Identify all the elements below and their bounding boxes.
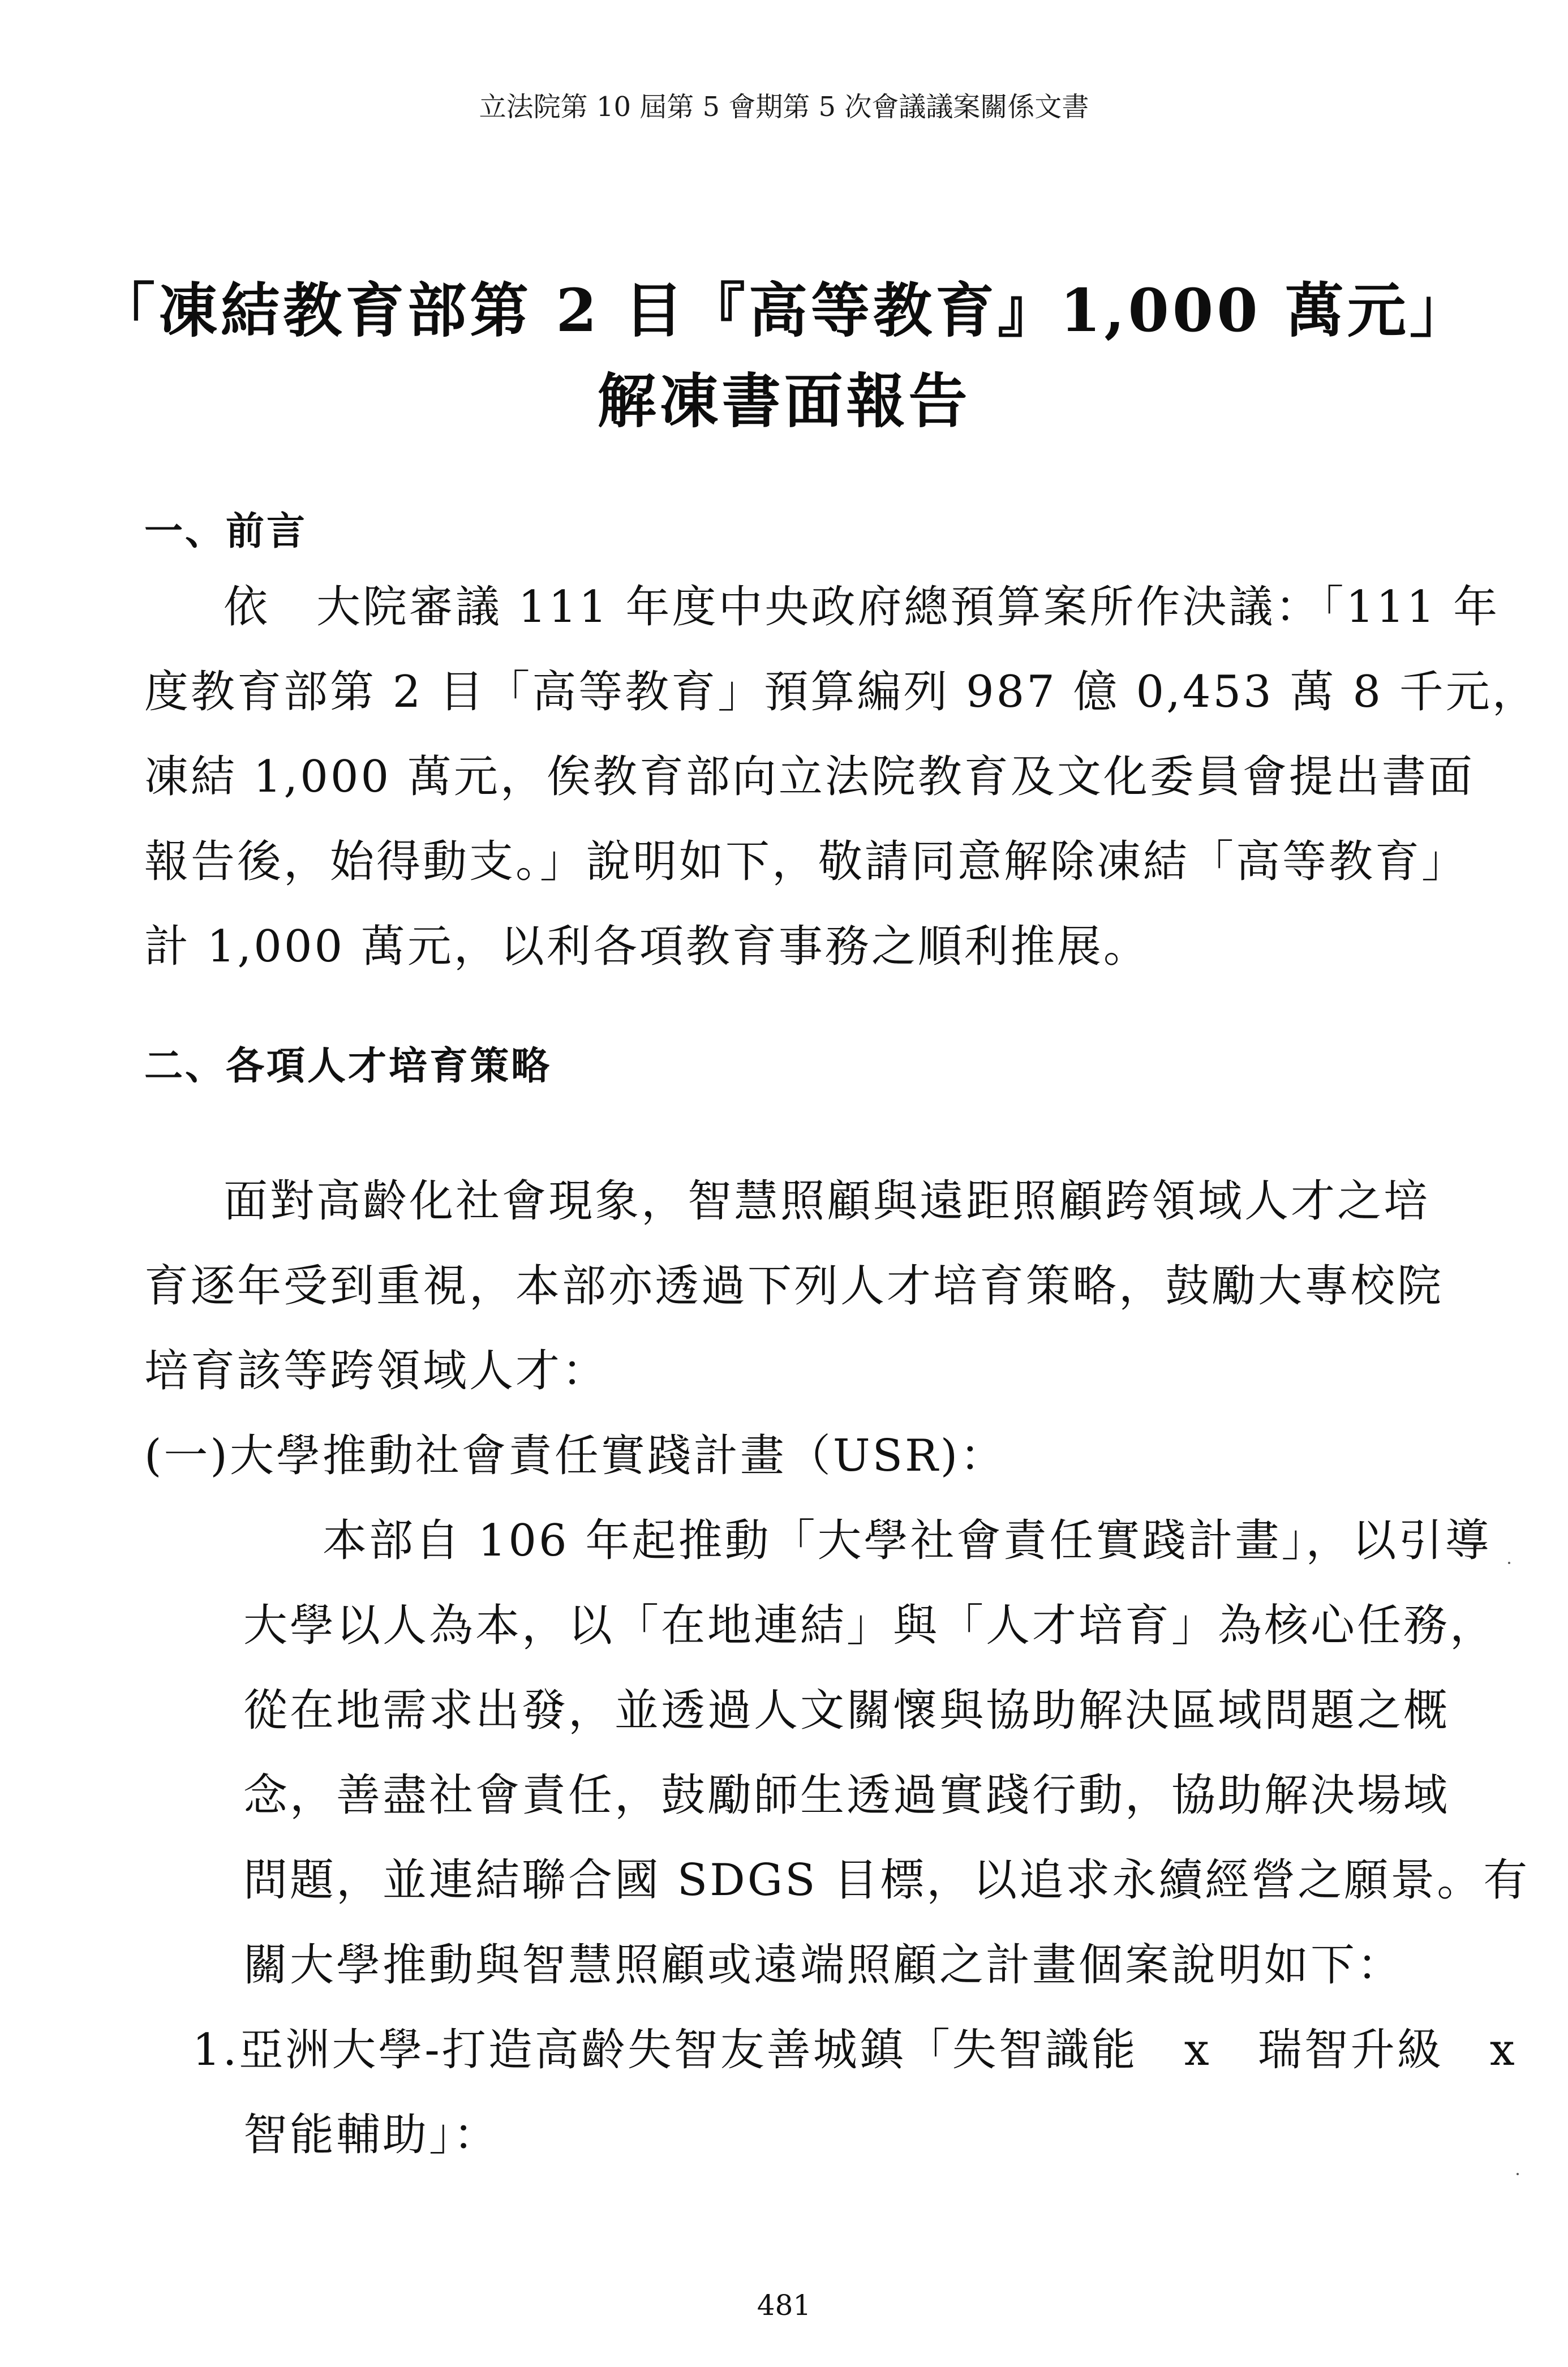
document-title-line-2: 解凍書面報告 bbox=[597, 366, 971, 436]
usr-paragraph-line: 大學以人為本，以「在地連結」與「人才培育」為核心任務， bbox=[243, 1600, 1497, 1651]
usr-paragraph-line: 本部自 106 年起推動「大學社會責任實踐計畫」，以引導 bbox=[323, 1515, 1492, 1566]
strategy-intro-line: 培育該等跨領域人才： bbox=[144, 1346, 609, 1397]
list-item-asia-university-continued: 智能輔助」： bbox=[243, 2110, 500, 2160]
list-item-asia-university: 1.亞洲大學-打造高齡失智友善城鎮「失智識能 x 瑞智升級 x bbox=[192, 2025, 1517, 2076]
subsection-heading-usr: (一)大學推動社會責任實踐計畫（USR)： bbox=[144, 1430, 1007, 1481]
preface-paragraph-line: 報告後，始得動支。」說明如下，敬請同意解除凍結「高等教育」 bbox=[144, 836, 1468, 887]
usr-paragraph-line: 念，善盡社會責任，鼓勵師生透過實踐行動，協助解決場域 bbox=[243, 1770, 1450, 1821]
strategy-intro-line: 面對高齡化社會現象，智慧照顧與遠距照顧跨領域人才之培 bbox=[224, 1176, 1430, 1227]
document-title-line-1: 「凍結教育部第 2 目『高等教育』1,000 萬元」 bbox=[96, 276, 1472, 345]
preface-paragraph-line: 依 大院審議 111 年度中央政府總預算案所作決議：「111 年 bbox=[224, 582, 1500, 633]
usr-paragraph-line: 問題，並連結聯合國 SDGS 目標，以追求永續經營之願景。有 bbox=[243, 1855, 1530, 1906]
scan-speck bbox=[1508, 1562, 1510, 1564]
scan-speck bbox=[1517, 2173, 1519, 2175]
strategy-intro-line: 育逐年受到重視，本部亦透過下列人才培育策略，鼓勵大專校院 bbox=[144, 1261, 1444, 1312]
usr-paragraph-line: 從在地需求出發，並透過人文關懷與協助解決區域問題之概 bbox=[243, 1685, 1450, 1736]
preface-paragraph-line: 凍結 1,000 萬元，俟教育部向立法院教育及文化委員會提出書面 bbox=[144, 751, 1475, 802]
section-heading-preface: 一、前言 bbox=[144, 509, 308, 554]
usr-paragraph-line: 關大學推動與智慧照顧或遠端照顧之計畫個案說明如下： bbox=[243, 1940, 1404, 1991]
preface-paragraph-line: 計 1,000 萬元，以利各項教育事務之順利推展。 bbox=[144, 921, 1150, 972]
section-heading-talent-strategy: 二、各項人才培育策略 bbox=[144, 1043, 552, 1089]
preface-paragraph-line: 度教育部第 2 目「高等教育」預算編列 987 億 0,453 萬 8 千元， bbox=[144, 667, 1539, 718]
running-header: 立法院第 10 屆第 5 會期第 5 次會議議案關係文書 bbox=[479, 91, 1089, 123]
page-number: 481 bbox=[757, 2289, 811, 2322]
